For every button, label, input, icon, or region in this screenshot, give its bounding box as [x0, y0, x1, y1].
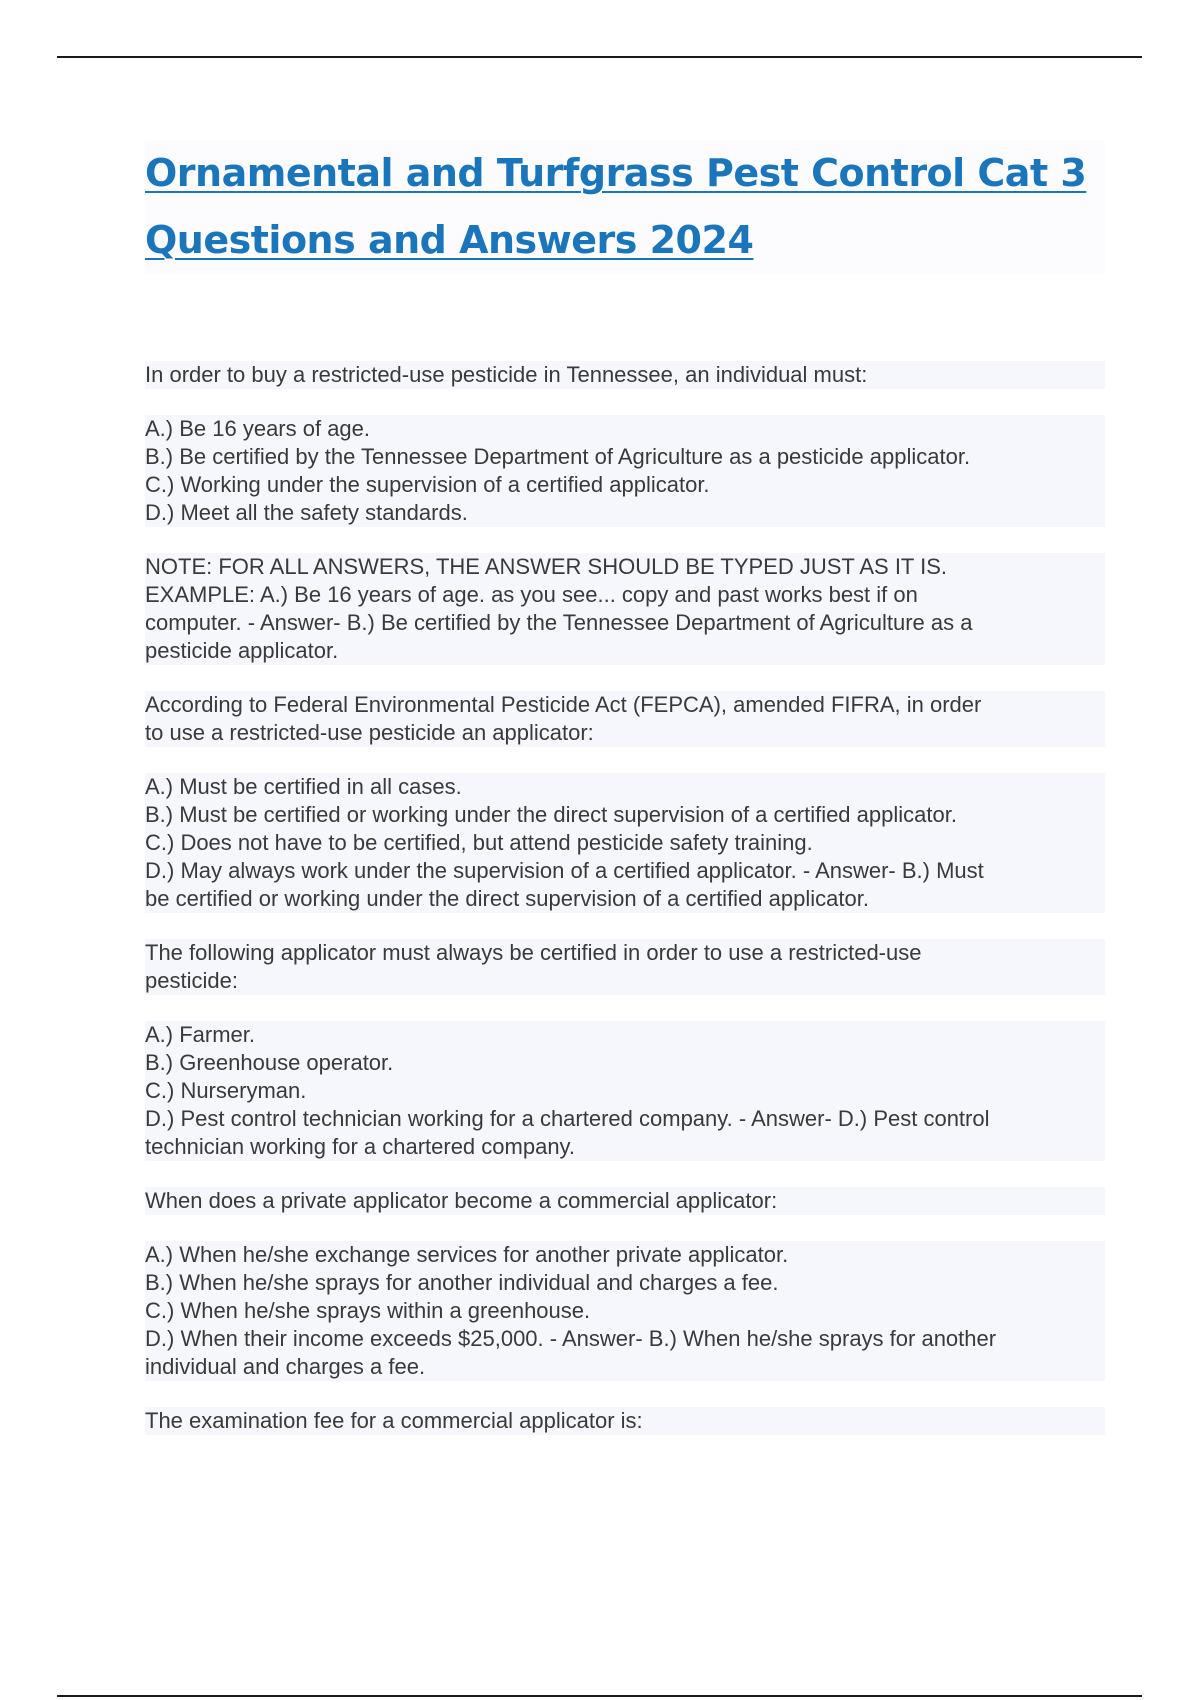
question-block-1 [145, 361, 1105, 527]
text-line: to use a restricted-use pesticide an applicator: [145, 719, 1105, 747]
question-text [145, 1407, 1105, 1435]
option-d-continued: be certified or working under the direct supervision of a certified applicator. [145, 885, 1105, 913]
note-block [145, 553, 1105, 665]
option-b: B.) Be certified by the Tennessee Department of Agriculture as a pesticide applicator. [145, 443, 1105, 471]
option-a: A.) When he/she exchange services for another private applicator. [145, 1241, 1105, 1269]
question-text [145, 361, 1105, 389]
note-text [145, 553, 1105, 665]
option-d-continued: technician working for a chartered company. [145, 1133, 1105, 1161]
text-line: In order to buy a restricted-use pesticide in Tennessee, an individual must: [145, 361, 1105, 389]
text-line: pesticide: [145, 967, 1105, 995]
option-c: C.) Working under the supervision of a certified applicator. [145, 471, 1105, 499]
question-block-4 [145, 1187, 1105, 1381]
question-text [145, 691, 1105, 747]
text-line: The examination fee for a commercial applicator is: [145, 1407, 1105, 1435]
text-line: The following applicator must always be certified in order to use a restricted-use [145, 939, 1105, 967]
option-list [145, 1241, 1105, 1381]
option-b: B.) Greenhouse operator. [145, 1049, 1105, 1077]
option-c: C.) Nurseryman. [145, 1077, 1105, 1105]
text-line: pesticide applicator. [145, 637, 1105, 665]
text-line: NOTE: FOR ALL ANSWERS, THE ANSWER SHOULD BE TYPED JUST AS IT IS. [145, 553, 1105, 581]
option-d: D.) May always work under the supervision of a certified applicator. - Answer- B.) Must [145, 857, 1105, 885]
document-title[interactable] [145, 140, 1105, 274]
question-block-2 [145, 691, 1105, 913]
option-d: D.) Pest control technician working for a chartered company. - Answer- D.) Pest control [145, 1105, 1105, 1133]
option-d: D.) When their income exceeds $25,000. - Answer- B.) When he/she sprays for another [145, 1325, 1105, 1353]
title-line-1: Ornamental and Turfgrass Pest Control Cat 3 [145, 151, 1087, 195]
option-b: B.) When he/she sprays for another individual and charges a fee. [145, 1269, 1105, 1297]
option-a: A.) Farmer. [145, 1021, 1105, 1049]
document-body [145, 361, 1105, 1435]
option-b: B.) Must be certified or working under the direct supervision of a certified applicator. [145, 801, 1105, 829]
question-block-3 [145, 939, 1105, 1161]
option-d: D.) Meet all the safety standards. [145, 499, 1105, 527]
text-line: computer. - Answer- B.) Be certified by the Tennessee Department of Agriculture as a [145, 609, 1105, 637]
option-list [145, 1021, 1105, 1161]
option-a: A.) Be 16 years of age. [145, 415, 1105, 443]
option-c: C.) Does not have to be certified, but attend pesticide safety training. [145, 829, 1105, 857]
text-line: According to Federal Environmental Pesticide Act (FEPCA), amended FIFRA, in order [145, 691, 1105, 719]
document-content [145, 140, 1105, 1461]
question-text [145, 1187, 1105, 1215]
title-line-2: Questions and Answers 2024 [145, 218, 754, 262]
text-line: When does a private applicator become a commercial applicator: [145, 1187, 1105, 1215]
question-text [145, 939, 1105, 995]
option-list [145, 415, 1105, 527]
option-list [145, 773, 1105, 913]
option-c: C.) When he/she sprays within a greenhouse. [145, 1297, 1105, 1325]
option-d-continued: individual and charges a fee. [145, 1353, 1105, 1381]
top-rule [57, 56, 1142, 58]
bottom-rule [57, 1695, 1142, 1697]
question-block-5 [145, 1407, 1105, 1435]
text-line: EXAMPLE: A.) Be 16 years of age. as you see... copy and past works best if on [145, 581, 1105, 609]
option-a: A.) Must be certified in all cases. [145, 773, 1105, 801]
